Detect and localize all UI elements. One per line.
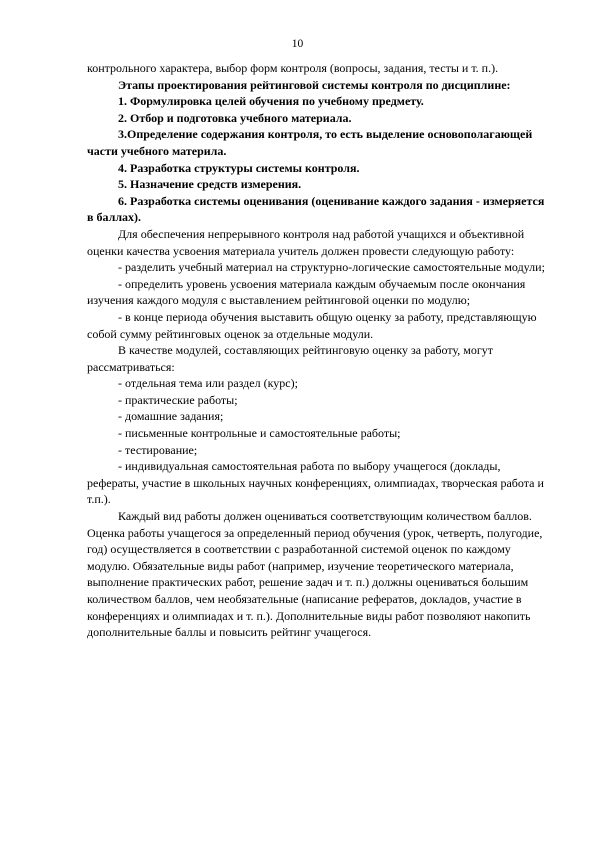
module-list-item: - отдельная тема или раздел (курс); (118, 376, 298, 391)
stage-item: 1. Формулировка целей обучения по учебному предмету. (118, 94, 424, 109)
stage-item: 3.Определение содержания контроля, то есть выделение основополагающей части учебного материла. (87, 127, 533, 158)
module-list-item: - индивидуальная самостоятельная работа по выбору учащегося (доклады, рефераты, участие в школьных научных конференциях, олимпиадах, творческая работа и т.п.). (87, 459, 544, 507)
control-list-item: - в конце периода обучения выставить общую оценку за работу, представляющую собой сумму рейтинговых оценок за отдельные модули. (87, 309, 537, 341)
module-list-item: - письменные контрольные и самостоятельные работы; (118, 426, 401, 441)
stage-item: 6. Разработка системы оценивания (оценивание каждого задания - измеряется в баллах). (87, 193, 545, 225)
control-list-item: - разделить учебный материал на структурно-логические самостоятельные модули; (118, 260, 545, 275)
stage-item: 2. Отбор и подготовка учебного материала. (118, 110, 352, 125)
page-number: 10 (291, 38, 304, 50)
control-list-item: - определить уровень усвоения материала каждым обучаемым после окончания изучения каждого модуля с выставлением рейтинговой оценки по модулю; (87, 276, 526, 308)
final-paragraph: Каждый вид работы должен оцениваться соответствующим количеством баллов. Оценка работы учащегося за определенный период обучения (урок, четверть, полугодие, год) осуществляется в соответствии с разработанной системой оценок по каждому модулю. Обязательные виды работ (например, изучение теоретического материала, выполнение практических работ, решение задач и т. п.) должны оцениваться большим количеством баллов, чем необязательные (написание рефератов, докладов, участие в конференциях и олимпиадах и т. п.). Дополнительные виды работ позволяют накопить дополнительные баллы и повысить рейтинг учащегося. (87, 509, 543, 640)
module-list-item: - практические работы; (118, 392, 238, 407)
stage-item: 4. Разработка структуры системы контроля. (118, 160, 360, 175)
stage-item: 5. Назначение средств измерения. (118, 177, 302, 192)
page-content (87, 60, 552, 641)
stages-heading: Этапы проектирования рейтинговой системы контроля по дисциплине: (118, 77, 511, 92)
module-list-item: - тестирование; (118, 442, 198, 457)
control-paragraph: Для обеспечения непрерывного контроля над работой учащихся и объективной оценки качества усвоения материала учитель должен провести следующую работу: (87, 226, 525, 258)
module-list-item: - домашние задания; (118, 409, 224, 424)
modules-paragraph: В качестве модулей, составляющих рейтинговую оценку за работу, могут рассматриваться: (87, 343, 494, 374)
intro-paragraph: контрольного характера, выбор форм контроля (вопросы, задания, тесты и т. п.). (87, 61, 499, 75)
